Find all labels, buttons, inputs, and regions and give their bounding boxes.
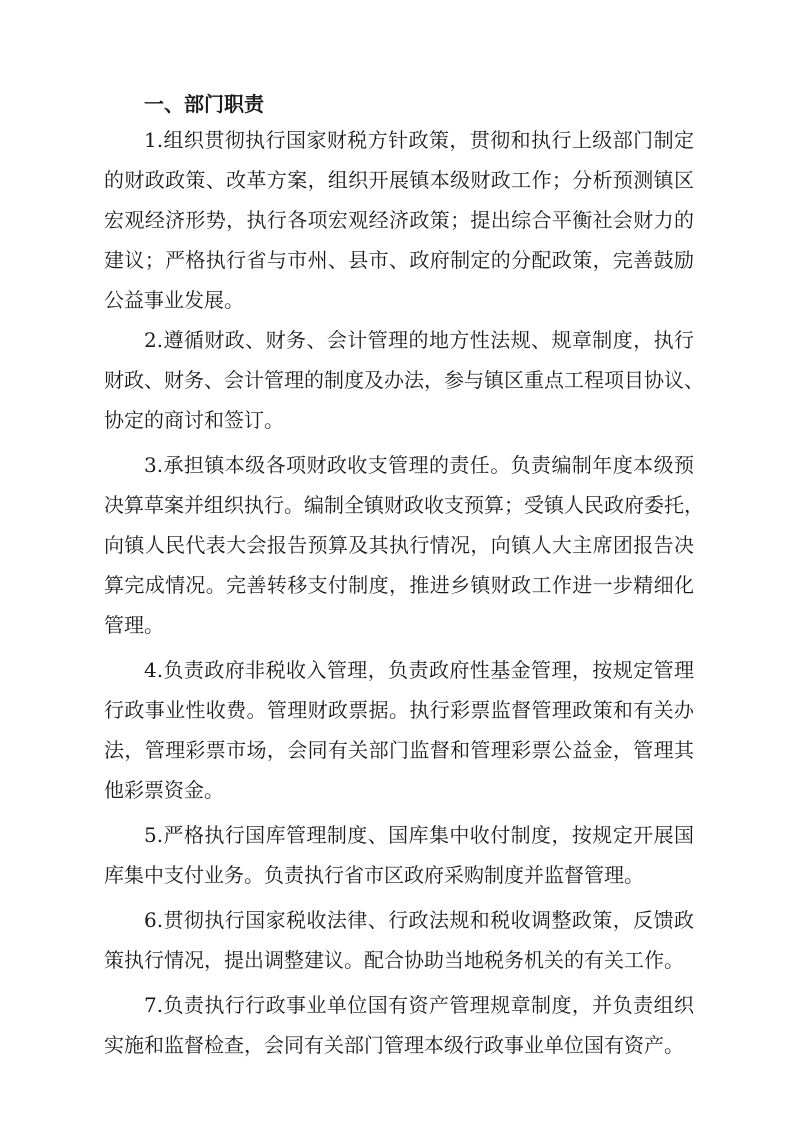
paragraph-6-line-1: 6.贯彻执行国家税收法律、行政法规和税收调整政策，反馈政 bbox=[144, 908, 694, 932]
paragraph-3-line-1: 3.承担镇本级各项财政收支管理的责任。负责编制年度本级预 bbox=[144, 453, 694, 477]
paragraph-7-line-1: 7.负责执行行政事业单位国有资产管理规章制度，并负责组织 bbox=[144, 993, 694, 1017]
paragraph-3-line-5: 管理。 bbox=[104, 613, 164, 637]
paragraph-2-line-3: 协定的商讨和签订。 bbox=[104, 408, 284, 432]
paragraph-1-line-5: 公益事业发展。 bbox=[104, 288, 244, 312]
paragraph-1-line-4: 建议；严格执行省与市州、县市、政府制定的分配政策，完善鼓励 bbox=[104, 248, 694, 272]
paragraph-2-line-2: 财政、财务、会计管理的制度及办法，参与镇区重点工程项目协议、 bbox=[104, 368, 704, 392]
paragraph-2-line-1: 2.遵循财政、财务、会计管理的地方性法规、规章制度，执行 bbox=[144, 328, 694, 352]
paragraph-1-line-1: 1.组织贯彻执行国家财税方针政策，贯彻和执行上级部门制定 bbox=[144, 128, 694, 152]
paragraph-4-line-3: 法，管理彩票市场，会同有关部门监督和管理彩票公益金，管理其 bbox=[104, 738, 694, 762]
paragraph-5-line-1: 5.严格执行国库管理制度、国库集中收付制度，按规定开展国 bbox=[144, 823, 694, 847]
paragraph-6-line-2: 策执行情况，提出调整建议。配合协助当地税务机关的有关工作。 bbox=[104, 948, 684, 972]
paragraph-5-line-2: 库集中支付业务。负责执行省市区政府采购制度并监督管理。 bbox=[104, 863, 644, 887]
paragraph-1-line-3: 宏观经济形势，执行各项宏观经济政策；提出综合平衡社会财力的 bbox=[104, 208, 694, 232]
paragraph-1-line-2: 的财政政策、改革方案，组织开展镇本级财政工作；分析预测镇区 bbox=[104, 168, 694, 192]
paragraph-3-line-3: 向镇人民代表大会报告预算及其执行情况，向镇人大主席团报告决 bbox=[104, 533, 694, 557]
paragraph-3-line-2: 决算草案并组织执行。编制全镇财政收支预算；受镇人民政府委托， bbox=[104, 493, 704, 517]
paragraph-7-line-2: 实施和监督检查，会同有关部门管理本级行政事业单位国有资产。 bbox=[104, 1033, 684, 1057]
paragraph-4-line-2: 行政事业性收费。管理财政票据。执行彩票监督管理政策和有关办 bbox=[104, 698, 694, 722]
section-heading: 一、部门职责 bbox=[144, 92, 264, 116]
paragraph-4-line-4: 他彩票资金。 bbox=[104, 778, 224, 802]
paragraph-4-line-1: 4.负责政府非税收入管理，负责政府性基金管理，按规定管理 bbox=[144, 658, 694, 682]
paragraph-3-line-4: 算完成情况。完善转移支付制度，推进乡镇财政工作进一步精细化 bbox=[104, 573, 694, 597]
